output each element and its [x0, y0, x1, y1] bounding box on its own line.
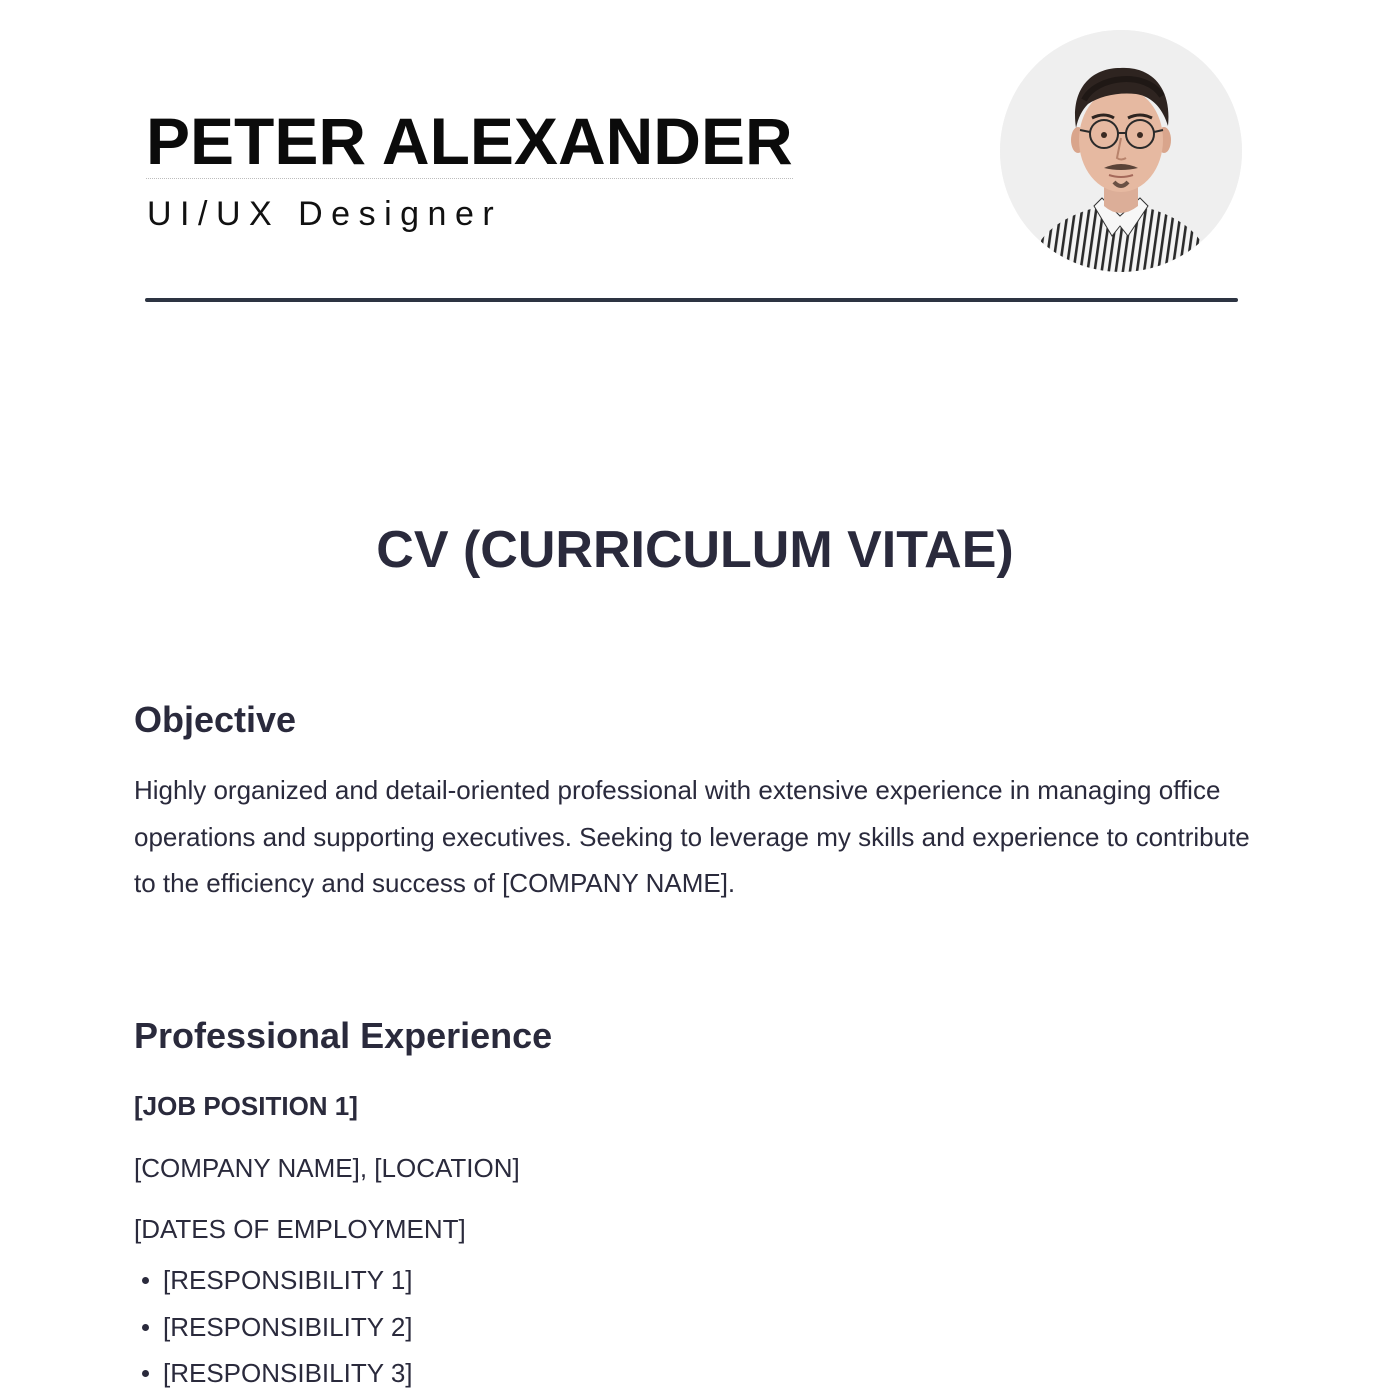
document-title: CV (CURRICULUM VITAE) [376, 521, 1014, 579]
profile-photo [1000, 30, 1242, 272]
bullet-icon [142, 1324, 149, 1331]
bullet-icon [142, 1277, 149, 1284]
candidate-role: UI/UX Designer [147, 195, 503, 233]
responsibility-item [134, 1257, 413, 1304]
candidate-name: PETER ALEXANDER [146, 104, 793, 178]
cv-header [0, 0, 1390, 310]
experience-heading: Professional Experience [134, 1015, 553, 1056]
bullet-icon [142, 1370, 149, 1377]
objective-heading: Objective [134, 699, 297, 740]
job-dates: [DATES OF EMPLOYMENT] [134, 1214, 466, 1244]
responsibility-list [134, 1257, 413, 1397]
responsibility-text: [RESPONSIBILITY 2] [163, 1311, 413, 1342]
person-portrait-icon [1000, 30, 1242, 272]
header-divider [145, 298, 1238, 302]
responsibility-item [134, 1350, 413, 1397]
objective-text: Highly organized and detail-oriented professional with extensive experience in managing office operations and supporting executives. Seeking to leverage my skills and experience to contribute to the efficiency and success of [COMPANY NAME]. [134, 775, 1250, 898]
responsibility-text: [RESPONSIBILITY 3] [163, 1358, 413, 1388]
job-company-location: [COMPANY NAME], [LOCATION] [134, 1153, 520, 1183]
responsibility-item [134, 1304, 413, 1351]
responsibility-text: [RESPONSIBILITY 1] [163, 1265, 413, 1295]
job-position: [JOB POSITION 1] [134, 1091, 358, 1121]
